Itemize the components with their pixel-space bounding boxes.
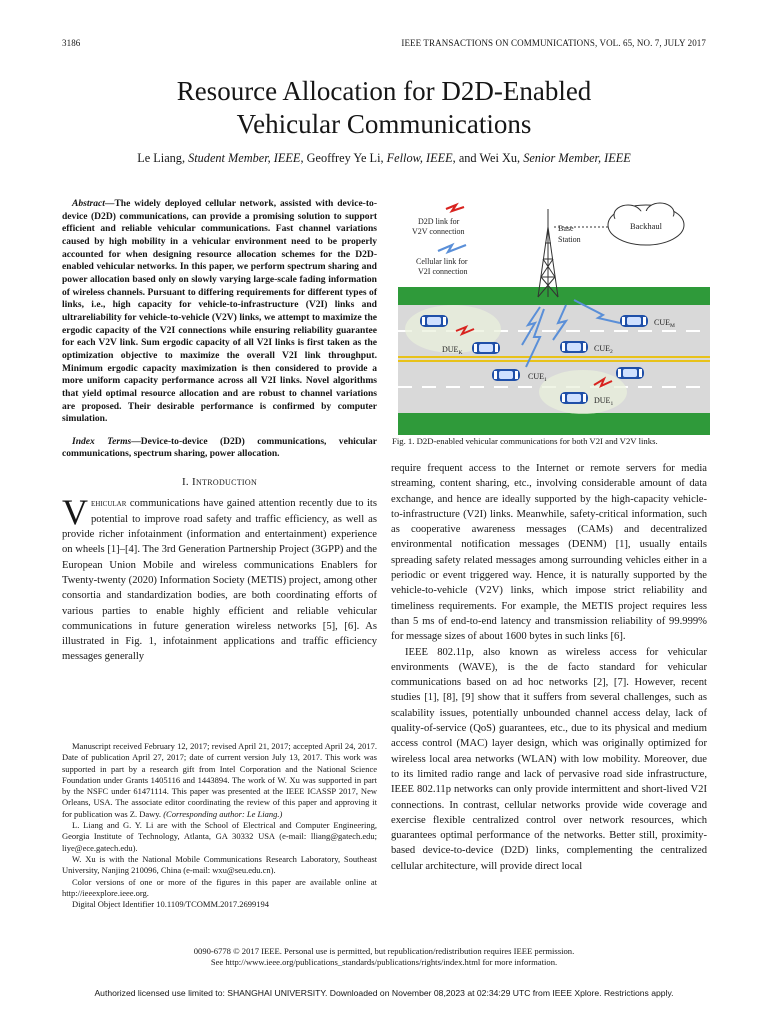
footnote-manuscript [62, 741, 377, 820]
index-terms-dash: — [131, 435, 141, 447]
copyright-notice [0, 946, 768, 968]
grass-bottom [398, 411, 710, 435]
drop-cap: V [62, 492, 88, 533]
legend-cellular: Cellular link for [416, 257, 468, 266]
author-3-role: Senior Member, IEEE [523, 151, 631, 165]
figure-caption: Fig. 1. D2D-enabled vehicular communications for both V2I and V2V links. [392, 436, 658, 446]
label-cue-2: $CUE_2$ [594, 344, 613, 355]
footnotes [62, 741, 377, 910]
journal-header: IEEE TRANSACTIONS ON COMMUNICATIONS, VOL. 65, NO. 7, JULY 2017 [401, 38, 706, 48]
footnote-color: Color versions of one or more of the figures in this paper are available online at http://ieeexplore.ieee.org. [62, 876, 377, 898]
label-cue-m: $CUE_M$ [654, 318, 675, 329]
index-terms-text: Device-to-device (D2D) communications, vehicular communications, spectrum sharing, power allocation. [62, 435, 377, 460]
intro-text-left: communications have gained attention recently due to its potential to improve road safety and traffic efficiency, as well as provide richer infotainment (information and entertainment) experience on wheels [1]–[4]. The 3rd Generation Partnership Project (3GPP) and the European Union Mobile and wireless communications Enablers for Twenty-twenty (2020) Information Society (METIS) project, among other consortia and standardization bodies, are both coordinating efforts of various parties to enable highly efficient and reliable vehicular communications in future generation wireless networks [5], [6]. As illustrated in Fig. 1, infotainment applications and traffic efficiency messages generally [62, 498, 377, 663]
page-number: 3186 [62, 38, 81, 48]
title-line-1: Resource Allocation for D2D-Enabled [176, 76, 592, 106]
label-due-k: $DUE_K$ [442, 345, 463, 356]
section-heading [62, 475, 377, 490]
license-notice: Authorized licensed use limited to: SHANGHAI UNIVERSITY. Downloaded on November 08,2023 at 02:34:29 UTC from IEEE Xplore. Restrictions apply. [94, 988, 674, 998]
index-terms-label: Index Terms [72, 435, 132, 447]
copyright-line-1: 0090-6778 © 2017 IEEE. Personal use is permitted, but republication/redistribution requires IEEE permission. [193, 946, 575, 956]
author-1-name: Le Liang, [137, 151, 189, 165]
backhaul-label: Backhaul [629, 221, 663, 231]
abstract-label: Abstract [72, 198, 105, 209]
footnote-affiliation-1: L. Liang and G. Y. Li are with the School of Electrical and Computer Engineering, Georgia Institute of Technology, Atlanta, GA 30332 USA (e-mail: lliang@gatech.edu; liye@ece.gatech.edu). [62, 820, 377, 853]
section-title: Introduction [192, 476, 258, 489]
author-3-name: , and Wei Xu, [452, 151, 524, 165]
abstract-text: The widely deployed cellular network, assisted with device-to-device (D2D) communications, can provide a promising solution to support efficient and reliable vehicular communications. Fast channel variations caused by high mobility in a vehicular environment need to be properly accounted for when designing resource allocation schemes for the D2D-enabled vehicular networks. In this paper, we perform spectrum sharing and power allocation based only on slowly varying large-scale fading information of wireless channels. Pursuant to differing requirements for different types of links, i.e., high capacity for vehicle-to-infrastructure (V2I) links and ultrareliability for vehicle-to-vehicle (V2V) links, we attempt to maximize the ergodic capacity of the V2I connections while ensuring reliability guarantee for each V2V link. Sum ergodic capacity of all V2I links is first taken as the optimization objective to maximize the overall V2I link throughput. Minimum ergodic capacity maximization is then considered to provide a more uniform capacity performance across all V2I links. Novel algorithms that yield optimal resource allocation and are robust to channel variations are proposed. Their desirable performance is confirmed by computer simulation. [62, 198, 377, 425]
left-column [62, 198, 377, 665]
title-line-2: Vehicular Communications [236, 109, 532, 139]
copyright-line-2: See http://www.ieee.org/publications_standards/publications/rights/index.html for more information. [210, 957, 558, 967]
corresponding-author: (Corresponding author: Le Liang.) [163, 808, 283, 819]
author-1-role: Student Member, IEEE [188, 151, 301, 165]
intro-paragraph-3: IEEE 802.11p, also known as wireless access for vehicular environments (WAVE), is the de facto standard for vehicular communications based on ad hoc networks [2], [7]. However, recent studies [1], [8], [9] show that it suffers from several challenges, such as scalability issues, potentially unbounded channel access delay, lack of quality-of-service (QoS) guarantees, etc., due to its physical and medium access control (MAC) layer design, which was originally optimized for wireless local area networks (WLAN) with low mobility. Moreover, due to its limited radio range and lack of pervasive road side infrastructure, IEEE 802.11p networks can only provide intermittent and short-lived V2I connections. In contrast, cellular networks provide wide coverage and exercise flexible centralized control over network resources, which guarantees optimal performance of the networks. Better still, proximity-based device-to-device (D2D) links, complementing the centralized cellular architecture, will provide direct local [391, 646, 707, 872]
right-column [391, 461, 707, 874]
legend-d2d: D2D link for [418, 217, 460, 226]
figure-1 [398, 197, 710, 435]
footnote-doi: Digital Object Identifier 10.1109/TCOMM.2017.2699194 [72, 899, 270, 910]
legend-d2d-2: V2V connection [412, 227, 465, 236]
paper-title [0, 75, 768, 141]
legend-cellular-2: V2I connection [418, 267, 468, 276]
author-list [0, 151, 768, 166]
intro-paragraph-2: require frequent access to the Internet or remote servers for media streaming, content sharing, etc., involving considerable amount of data exchange, and hence are ideally supported by the high-capacity vehicle-to-infrastructure (V2I) links. Meanwhile, safety-critical information, such as cooperative awareness messages (CAMs) and decentralized environmental notification messages (DENM) [1], usually entails spreading safety related messages among surrounding vehicles either in a periodic or event triggered way. Hence, it is naturally supported by the vehicle-to-vehicle (V2V) links, which impose strict reliability and timeliness requirements. For example, the METIS project requires less than 5 ms of end-to-end latency and transmission reliability of 99.999% for message sizes of about 1600 bytes in such links [6]. [391, 463, 707, 643]
abstract [62, 198, 377, 426]
footnote-manuscript-text: Manuscript received February 12, 2017; revised April 21, 2017; accepted April 24, 2017. Date of publication April 27, 2017; date of current version July 13, 2017. This work was supported in part by a research gift from Intel Corporation and the National Science Foundation under Grants 1405116 and 1443894. The work of W. Xu was supported in part by the NSFC under 61471114. This paper was presented at the IEEE ICASSP 2017, New Orleans, USA. The associate editor coordinating the review of this paper and approving it for publication was Z. Dawy. [62, 741, 377, 819]
abstract-dash: — [104, 198, 115, 209]
base-station-label: Base [558, 224, 574, 233]
footnote-affiliation-2: W. Xu is with the National Mobile Communications Research Laboratory, Southeast University, Nanjing 210096, China (e-mail: wxu@seu.edu.cn). [62, 853, 377, 876]
grass-top [398, 287, 710, 307]
author-2-name: , Geoffrey Ye Li, [300, 151, 387, 165]
index-terms [62, 436, 377, 461]
base-station-label-2: Station [558, 235, 581, 244]
author-2-role: Fellow, IEEE [386, 151, 453, 165]
label-cue-1: $CUE_1$ [528, 372, 547, 383]
label-due-1: $DUE_1$ [594, 396, 614, 407]
section-numeral: I. [181, 476, 189, 489]
first-word: ehicular [91, 498, 127, 510]
figure-1-illustration [398, 197, 710, 435]
intro-paragraph-1 [62, 492, 377, 664]
